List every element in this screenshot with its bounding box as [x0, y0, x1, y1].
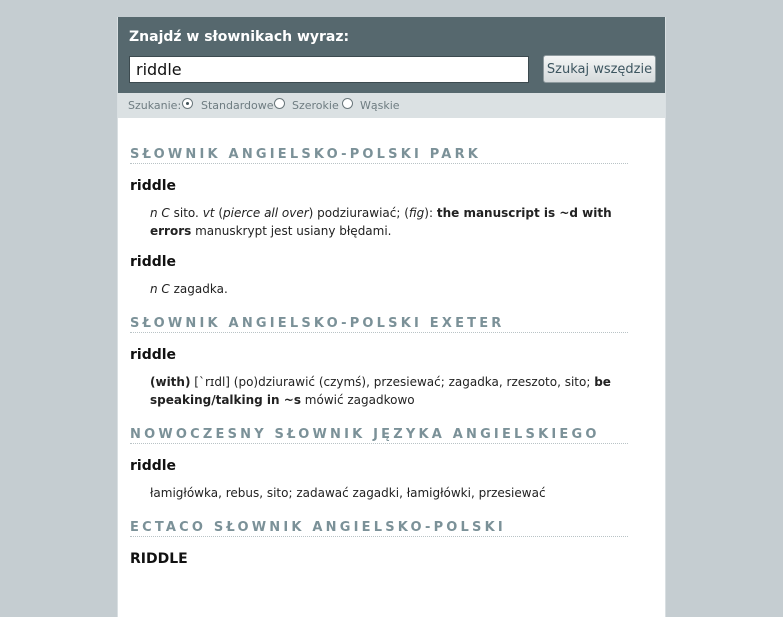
- radio-wide-label[interactable]: Szerokie: [292, 99, 339, 112]
- dictionary-panel: [117, 17, 666, 617]
- search-mode-label: Szukanie:: [128, 99, 182, 112]
- entry-definition: [150, 373, 620, 409]
- definition-segment: łamigłówka, rebus, sito; zadawać zagadki, łamigłówki, przesiewać: [150, 486, 546, 500]
- search-header: [118, 17, 665, 93]
- dictionary-title: SŁOWNIK ANGIELSKO-POLSKI EXETER: [130, 316, 628, 333]
- definition-segment: fig: [408, 206, 425, 220]
- definition-segment: ):: [424, 206, 437, 220]
- definition-segment: be speaking/talking in ~s: [150, 375, 611, 407]
- results-list: [130, 147, 628, 567]
- entry-headword: riddle: [130, 254, 177, 270]
- search-input[interactable]: [129, 56, 529, 83]
- search-label: Znajdź w słownikach wyraz:: [129, 29, 350, 45]
- entry-definition: [150, 280, 620, 298]
- definition-segment: the manuscript is ~d with errors: [150, 206, 612, 238]
- definition-segment: (with): [150, 375, 191, 389]
- definition-segment: mówić zagadkowo: [300, 393, 415, 407]
- entry-definition: [150, 204, 620, 240]
- definition-segment: zagadka.: [169, 282, 228, 296]
- dictionary-section: [130, 316, 628, 409]
- entry-definition: [150, 484, 620, 502]
- search-everywhere-button[interactable]: Szukaj wszędzie: [543, 55, 656, 83]
- radio-narrow-label[interactable]: Wąskie: [360, 99, 400, 112]
- search-mode-bar: [118, 93, 665, 118]
- entry-headword: riddle: [130, 347, 177, 363]
- definition-segment: n C: [150, 282, 170, 296]
- entry-headword: riddle: [130, 458, 177, 474]
- dictionary-title: NOWOCZESNY SŁOWNIK JĘZYKA ANGIELSKIEGO: [130, 427, 628, 444]
- definition-segment: ) podziurawiać; (: [308, 206, 409, 220]
- definition-segment: [`rɪdl] (po)dziurawić (czymś), przesiewać; zagadka, rzeszoto, sito;: [190, 375, 595, 389]
- definition-segment: pierce all over: [223, 206, 309, 220]
- dictionary-section: [130, 147, 628, 298]
- dictionary-section: [130, 520, 628, 567]
- definition-segment: vt: [202, 206, 215, 220]
- definition-segment: (: [214, 206, 223, 220]
- entry-headword: RIDDLE: [130, 551, 188, 567]
- definition-segment: n C: [150, 206, 170, 220]
- dictionary-section: [130, 427, 628, 502]
- definition-segment: sito.: [169, 206, 203, 220]
- entry-headword: riddle: [130, 178, 177, 194]
- dictionary-title: ECTACO SŁOWNIK ANGIELSKO-POLSKI: [130, 520, 628, 537]
- radio-standard[interactable]: [182, 98, 193, 109]
- radio-standard-label[interactable]: Standardowe: [201, 99, 274, 112]
- definition-segment: manuskrypt jest usiany błędami.: [191, 224, 392, 238]
- radio-wide[interactable]: [274, 98, 285, 109]
- radio-narrow[interactable]: [342, 98, 353, 109]
- dictionary-title: SŁOWNIK ANGIELSKO-POLSKI PARK: [130, 147, 628, 164]
